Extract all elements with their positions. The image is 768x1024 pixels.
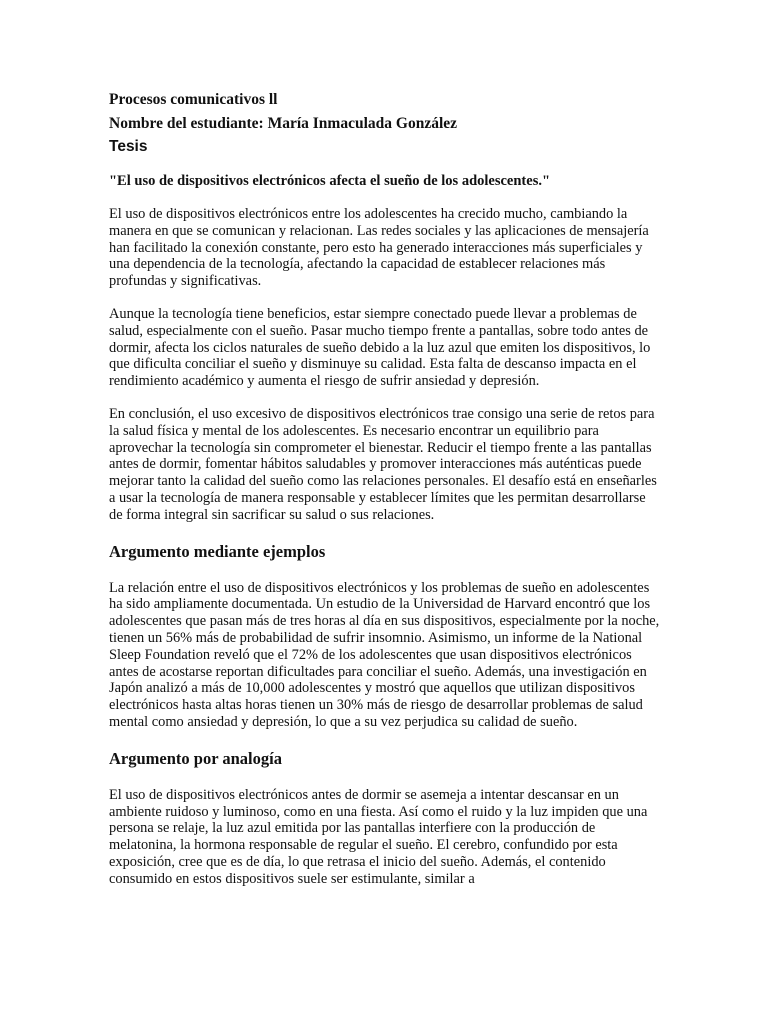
thesis-label: Tesis <box>109 138 148 155</box>
intro-paragraph-2: Aunque la tecnología tiene beneficios, estar siempre conectado puede llevar a problemas de salud, especialmente con el sueño. Pasar mucho tiempo frente a pantallas, sobre todo antes de dormir, afecta los ciclos naturales de sueño debido a la luz azul que emiten los dispositivos, lo que dificulta conciliar el sueño y disminuye su calidad. Esta falta de descanso impacta en el rendimiento académico y aumenta el riesgo de sufrir ansiedad y depresión. <box>109 305 651 390</box>
course-title: Procesos comunicativos ll <box>109 91 278 108</box>
section-heading-examples: Argumento mediante ejemplos <box>109 541 326 561</box>
document-page <box>109 88 661 904</box>
section-heading-analogy: Argumento por analogía <box>109 748 282 768</box>
student-name: Nombre del estudiante: María Inmaculada González <box>109 115 458 132</box>
analogy-paragraph: El uso de dispositivos electrónicos antes de dormir se asemeja a intentar descansar en un ambiente ruidoso y luminoso, como en una fiesta. Así como el ruido y la luz impiden que una persona se relaje, la luz azul emitida por las pantallas interfiere con la producción de melatonina, la hormona responsable de regular el sueño. El cerebro, confundido por esta exposición, cree que es de día, lo que retrasa el inicio del sueño. Además, el contenido consumido en estos dispositivos suele ser estimulante, similar a <box>109 786 648 887</box>
intro-paragraph-3: En conclusión, el uso excesivo de dispositivos electrónicos trae consigo una serie de retos para la salud física y mental de los adolescentes. Es necesario encontrar un equilibrio para aprovechar la tecnología sin comprometer el bienestar. Reducir el tiempo frente a las pantallas antes de dormir, fomentar hábitos saludables y promover interacciones más auténticas puede mejorar tanto la calidad del sueño como las relaciones personales. El desafío está en enseñarles a usar la tecnología de manera responsable y establecer límites que les permitan desarrollarse de forma integral sin sacrificar su salud o sus relaciones. <box>109 405 657 523</box>
examples-paragraph: La relación entre el uso de dispositivos electrónicos y los problemas de sueño en adolescentes ha sido ampliamente documentada. Un estudio de la Universidad de Harvard encontró que los adolescentes que pasan más de tres horas al día en sus dispositivos, especialmente por la noche, tienen un 56% más de probabilidad de sufrir insomnio. Asimismo, un informe de la National Sleep Foundation reveló que el 72% de los adolescentes que usan dispositivos electrónicos antes de acostarse reportan dificultades para conciliar el sueño. Además, una investigación en Japón analizó a más de 10,000 adolescentes y mostró que aquellos que utilizan dispositivos electrónicos hasta altas horas tienen un 30% más de riesgo de desarrollar problemas de salud mental como ansiedad y depresión, lo que a su vez perjudica su calidad de sueño. <box>109 579 660 730</box>
thesis-statement: "El uso de dispositivos electrónicos afecta el sueño de los adolescentes." <box>109 173 551 189</box>
intro-paragraph-1: El uso de dispositivos electrónicos entre los adolescentes ha crecido mucho, cambiando la manera en que se comunican y relacionan. Las redes sociales y las aplicaciones de mensajería han facilitado la conexión constante, pero esto ha generado interacciones más superficiales y una dependencia de la tecnología, afectando la capacidad de establecer relaciones más profundas y significativas. <box>109 206 649 290</box>
